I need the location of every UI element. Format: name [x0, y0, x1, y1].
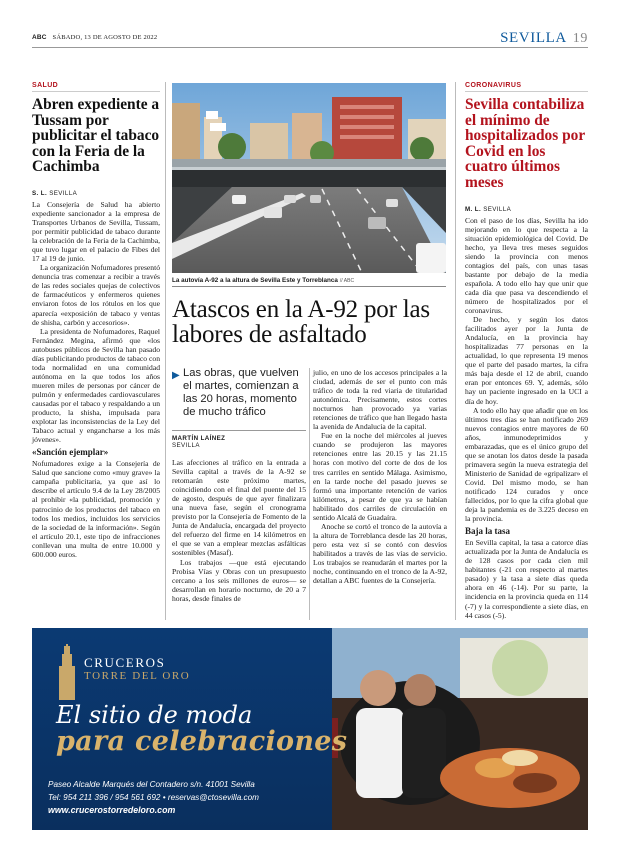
paragraph: Las afecciones al tráfico en la entrada a Sevilla capital a través de la A-92 se retomarán este próximo martes, coincidiendo con el final del puente del 15 de agosto, después de que ayer finalizara una nueva fase, según el cronograma previsto por la Consejería de Fomento de la Junta de Andalucía, encargada del proyecto del refuerzo del firme en 14 kilómetros en el que se van a emplear mezclas asfálticas sostenibles (Masaf). — [172, 458, 306, 558]
ad-phones[interactable]: Tel: 954 211 396 / 954 561 692 • reservas@ctosevilla.com — [48, 793, 259, 802]
paragraph: De hecho, y según los datos facilitados ayer por la Junta de Andalucía, en la provincia hay hospitalizadas 77 personas en la actualidad, lo que representa 19 menos que el parte del pasado martes, la cifra más baja desde el 12 de abril, cuando eran por entonces 69. Y, además, sólo hay un paciente ingresado en la UCI a día de hoy. — [465, 315, 588, 406]
main-headline: Atascos en la A-92 por las labores de asfaltado — [172, 296, 430, 348]
paragraph: Anoche se cortó el tronco de la autovía a la altura de Torreblanca desde las 20 horas, pero esta vez sí se contó con desvíos habilitados a través de las vías de servicio. Los trabajos se reanudarán el martes por la noche, continuando en el tronco de la A-92, detallan a ABC fuentes de la Consejería. — [313, 521, 447, 586]
header-right — [500, 30, 588, 47]
highway-photo — [172, 83, 446, 273]
column-divider-center — [309, 368, 310, 620]
byline-author: MARTÍN LAÍNEZ — [172, 435, 226, 442]
paragraph: La Consejería de Salud ha abierto expediente sancionador a la empresa de Transportes Urbanos de Sevilla, Tussam, por permitir publicidad de tabaco durante la celebración de la Feria de la Cachimba, que tuvo lugar en el palacio de Fibes del 17 al 19 de junio. — [32, 199, 160, 264]
issue-date: SÁBADO, 13 DE AGOSTO DE 2022 — [52, 34, 158, 41]
paragraph: julio, en uno de los accesos principales a la ciudad, además de ser el punto con más tráfico de toda la red viaria de titularidad autonómica. Precisamente, estos cortes nocturnos han provocado ya varias retenciones de tráfico que han llegado hasta la avenida de Andalucía de la capital. — [313, 368, 447, 432]
section-name: SEVILLA — [500, 30, 567, 46]
photo-caption — [172, 277, 446, 287]
header-left — [32, 34, 157, 41]
paragraph: La organización Nofumadores presentó denuncia tras comenzar a recibir a través de las redes sociales quejas de colectivos de farmacéuticos y enfermeros quienes enviaron fotos de los rótulos en los que aparecía «exposición de tabaco y ventas de shisha, carbón y accesorios». — [32, 263, 160, 327]
photo-credit: // ABC — [339, 278, 355, 284]
page-header — [32, 30, 588, 48]
paragraph: Los trabajos —que está ejecutando Probisa Vías y Obras con un presupuesto cercano a los seis millones de euros— se desarrollan en horario nocturno, de 20 a 7 horas, desde finales de — [172, 557, 306, 603]
ad-tagline-highlight: para celebraciones — [56, 726, 348, 757]
article-headline: Abren expediente a Tussam por publicitar el tabaco con la Feria de la Cachimba — [32, 96, 160, 176]
paragraph: A todo ello hay que añadir que en los últimos tres días se han notificado 269 nuevos contagios entre mayores de 60 años, inmunodeprimidos y embarazadas, que es el único grupo del que se anotan los datos desde la pasada primavera según la nueva estrategia del Ministerio de Sanidad de «gripalizar» el Covid. Del mismo modo, se han notificado 124 curados y once fallecidos, por lo que la cifra global que deja la pandemia es de 3.225 deceso en la provincia. — [465, 405, 588, 524]
tower-logo-icon — [56, 644, 78, 700]
ad-contact-info — [48, 778, 259, 817]
left-article — [32, 82, 160, 559]
byline-city: SEVILLA — [49, 189, 78, 197]
paragraph: En Sevilla capital, la tasa a catorce días actualizada por la Junta de Andalucía es de 128 casos por cada cien mil habitantes (-21 con respecto al martes pasado) y la tasa a siete días queda ahora en 46 (-14). Por su parte, la incidencia en la provincia queda en 114 (-7) y la correspondiente a siete días, en 44 casos (-5). — [465, 538, 588, 620]
summary-rule — [172, 430, 306, 431]
byline-city: SEVILLA — [172, 442, 200, 449]
ad-tagline: El sitio de moda — [56, 701, 253, 729]
right-article — [465, 82, 588, 620]
byline — [172, 435, 306, 449]
paragraph: Con el paso de los días, Sevilla ha ido mejorando en lo que respecta a la situación epidemiológica del Covid. De hecho, ya lleva tres meses seguidos siendo la provincia con menos contagios del país, con unas tasas bastante por debajo de la media española. A todo ello hay que unir que cada día que pasa va descendiendo el número de hospitalizados por el coronavirus. — [465, 215, 588, 316]
article-summary — [172, 367, 306, 419]
paragraph: La presidenta de Nofumadores, Raquel Fernández Megina, afirmó que «los autobuses públicos de Sevilla han pasado días publicitando productos de tabaco con toda normalidad en una comunidad autónoma en la que todos los años mueren miles de personas por cáncer de pulmón y enfermedades cardiovasculares causadas por el tabaco y respaldando a un producto, la shisha, impulsada para explotar las inconsistencias de la Ley del Tabaco actual y engancharse a los más jóvenes». — [32, 326, 160, 445]
advertisement[interactable] — [32, 628, 588, 830]
ad-website-link[interactable]: www.crucerostorredeloro.com — [48, 805, 176, 815]
article-body-col2 — [313, 368, 447, 585]
article-body — [32, 200, 160, 559]
ad-address: Paseo Alcalde Marqués del Contadero s/n. 41001 Sevilla — [48, 780, 255, 789]
section-tag: SALUD — [32, 82, 160, 92]
byline-author: M. L. — [465, 205, 482, 213]
ad-brand-name: CRUCEROS — [84, 655, 166, 670]
column-divider-left — [165, 82, 166, 620]
byline-author: S. L. — [32, 189, 48, 197]
triangle-bullet-icon: ▶ — [172, 370, 180, 381]
ad-brand-subtitle: TORRE DEL ORO — [84, 670, 191, 682]
ad-text-panel — [32, 628, 348, 830]
page-number: 19 — [572, 31, 588, 46]
caption-text: La autovía A-92 a la altura de Sevilla Este y Torreblanca — [172, 277, 338, 284]
byline — [32, 190, 160, 197]
paper-name: ABC — [32, 34, 47, 41]
section-tag: CORONAVIRUS — [465, 82, 588, 92]
article-body — [465, 216, 588, 620]
article-body-col1 — [172, 458, 306, 603]
byline — [465, 206, 588, 213]
byline-city: SEVILLA — [483, 205, 512, 213]
subheading: «Sanción ejemplar» — [32, 447, 109, 458]
paragraph: Nofumadores exige a la Consejería de Salud que sancione como «muy grave» la campaña publicitaria, ya que así lo describe el artículo 9.4 de la Ley 28/2005 al prohibir «la publicidad, promoción y patrocinio de los productos del tabaco en todos los medios, incluidos los servicios de la sociedad de la información». Según el artículo 20.1, este tipo de infracciones conllevan una multa de entre 10.000 y 600.000 euros. — [32, 459, 160, 559]
summary-text: Las obras, que vuelven el martes, comienzan a las 20 horas, momento de mucho tráfico — [183, 367, 299, 418]
subheading: Baja la tasa — [465, 526, 510, 537]
paragraph: Fue en la noche del miércoles al jueves cuando se produjeron las mayores retenciones entre las 20.15 y las 21.15 horas con motivo del corte de dos de los tres carriles en sentido Málaga. Asimismo, en la tarde noche del pasado jueves se formó una importante retención de varios kilómetros, a pesar de que ya se habían habilitado dos carriles de circulación en sentido Alcalá de Guadaíra. — [313, 431, 447, 522]
highway-photo-illustration — [172, 83, 446, 273]
article-headline: Sevilla contabiliza el mínimo de hospitalizados por Covid en los cuatro últimos meses — [465, 96, 585, 191]
column-divider-right — [455, 82, 456, 620]
